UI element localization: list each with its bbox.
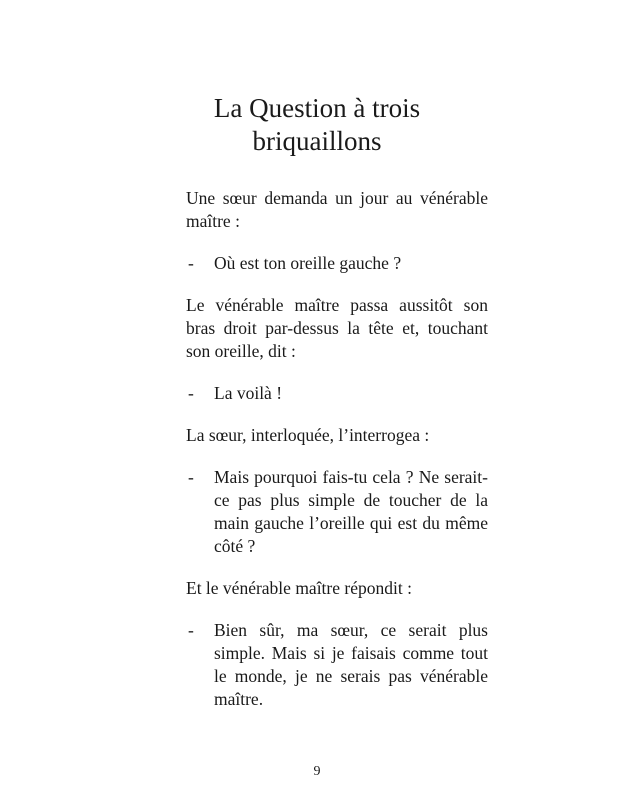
- story-body: [186, 187, 488, 730]
- narration-paragraph: La sœur, interloquée, l’interrogea :: [186, 425, 430, 445]
- narration-paragraph: Et le vénérable maître répondit :: [186, 578, 412, 598]
- dialogue-line: [186, 619, 488, 711]
- title-line-1: La Question à trois: [213, 93, 421, 123]
- narration-paragraph: Une sœur demanda un jour au vénérable maître :: [186, 188, 488, 231]
- dialogue-dash: -: [188, 467, 194, 487]
- dialogue-dash: -: [188, 253, 194, 273]
- dialogue-text: Où est ton oreille gauche ?: [214, 253, 402, 273]
- dialogue-dash: -: [188, 620, 194, 640]
- dialogue-text: Mais pourquoi fais-tu cela ? Ne serait-ce pas plus simple de toucher de la main gauche l’oreille qui est du même côté ?: [214, 467, 488, 556]
- dialogue-line: [186, 382, 488, 405]
- page-number: 9: [313, 764, 321, 779]
- dialogue-dash: -: [188, 383, 194, 403]
- dialogue-text: La voilà !: [214, 383, 283, 403]
- page-title: [0, 92, 634, 158]
- dialogue-line: [186, 252, 488, 275]
- title-line-2: briquaillons: [252, 126, 382, 156]
- narration-paragraph: Le vénérable maître passa aussitôt son bras droit par-dessus la tête et, touchant son oreille, dit :: [186, 295, 488, 361]
- dialogue-line: [186, 466, 488, 558]
- dialogue-text: Bien sûr, ma sœur, ce serait plus simple. Mais si je faisais comme tout le monde, je ne serais pas vénérable maître.: [214, 620, 488, 709]
